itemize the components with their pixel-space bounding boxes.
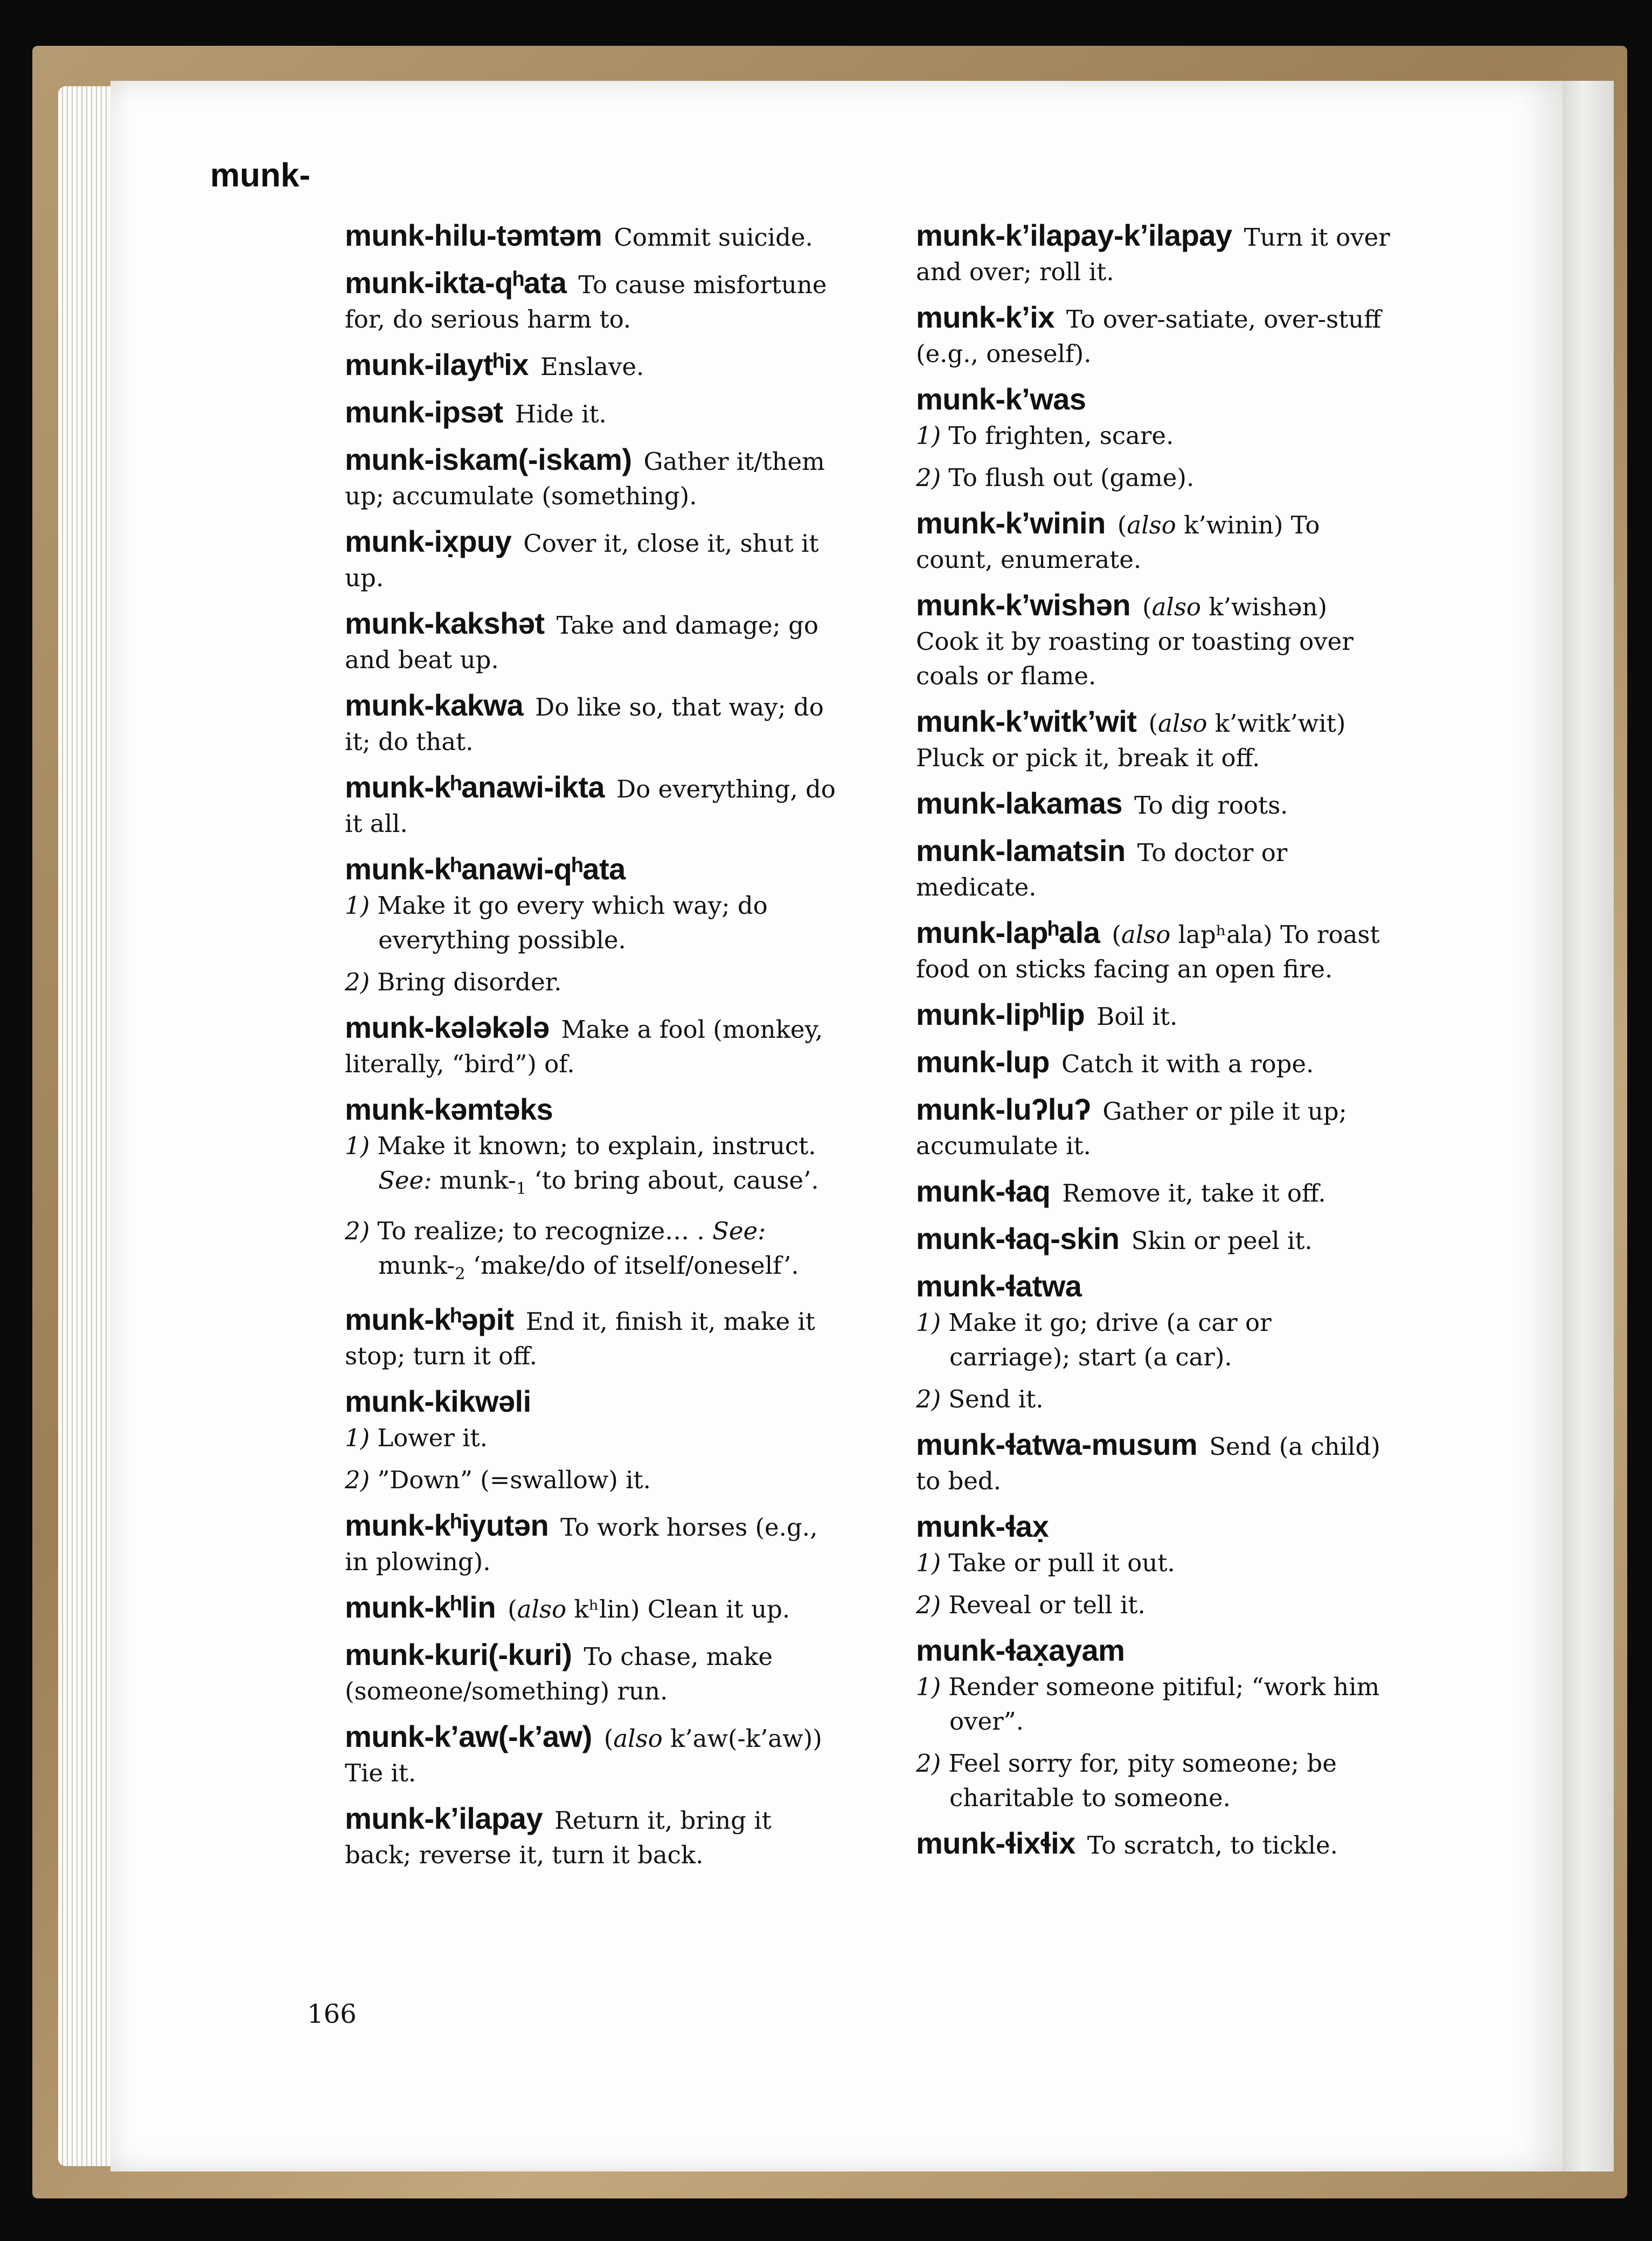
entry-headword: munk-k’aw(-k’aw) xyxy=(345,1719,592,1753)
entry-headword: munk-ilaytʰix xyxy=(345,348,529,381)
entry-line xyxy=(916,1633,1390,1670)
entry-definition: To over-satiate, over-stuff (e.g., oneself). xyxy=(916,305,1382,368)
sense-number: 2) xyxy=(916,1591,941,1619)
also-label: also xyxy=(1121,920,1171,949)
dictionary-entry xyxy=(345,606,841,677)
entry-definition: Gather or pile it up; accumulate it. xyxy=(916,1097,1347,1160)
dictionary-entry xyxy=(345,1638,841,1709)
entry-line xyxy=(345,1508,841,1579)
sense-text: Feel sorry for, pity someone; be charitable to someone. xyxy=(948,1749,1337,1812)
dictionary-entry xyxy=(916,1222,1390,1258)
dictionary-entry xyxy=(916,1174,1390,1211)
dictionary-entry xyxy=(916,300,1390,371)
also-form: k’wishən) xyxy=(1209,593,1328,621)
dictionary-entry xyxy=(345,1590,841,1627)
see-gloss: ‘to bring about, cause’. xyxy=(534,1166,819,1195)
entry-definition: End it, finish it, make it stop; turn it off. xyxy=(345,1307,815,1370)
entry-line xyxy=(345,688,841,759)
sense-text: To frighten, scare. xyxy=(948,421,1174,450)
entry-definition: Do like so, that way; do it; do that. xyxy=(345,693,824,756)
page-number: 166 xyxy=(307,1999,357,2029)
entry-line: munk-k’winin (also k’winin) To count, enumerate. xyxy=(916,506,1320,574)
dictionary-entry xyxy=(345,266,841,337)
entry-line xyxy=(345,395,841,432)
also-label: also xyxy=(1158,709,1207,738)
dictionary-entry xyxy=(916,382,1390,495)
dictionary-entry xyxy=(916,1045,1390,1081)
entry-definition: To doctor or medicate. xyxy=(916,838,1288,901)
dictionary-entry xyxy=(345,1719,841,1791)
dictionary-entry xyxy=(916,1427,1390,1498)
see-label: See: xyxy=(378,1166,432,1195)
sense-number: 1) xyxy=(916,1308,941,1337)
see-head: munk- xyxy=(439,1166,516,1195)
entry-headword: munk-lup xyxy=(916,1045,1050,1079)
sense-line xyxy=(345,1463,841,1497)
dictionary-entry xyxy=(916,915,1390,987)
dictionary-entry xyxy=(345,395,841,432)
sense-line xyxy=(916,461,1390,495)
entry-headword: munk-hilu-təmtəm xyxy=(345,218,602,252)
sense-number: 1) xyxy=(345,1424,370,1452)
dictionary-entry xyxy=(916,704,1390,775)
entry-definition: Hide it. xyxy=(515,400,607,428)
page-edges xyxy=(58,86,117,2166)
sense-number: 2) xyxy=(916,1749,941,1778)
entry-line xyxy=(916,1427,1390,1498)
entry-line xyxy=(916,997,1390,1034)
entry-line xyxy=(345,524,841,595)
dictionary-entry xyxy=(345,1801,841,1872)
entry-line: munk-k’witk’wit (also k’witk’wit) Pluck or pick it, break it off. xyxy=(916,704,1346,772)
entry-headword: munk-ɬax̣ayam xyxy=(916,1633,1125,1667)
dictionary-entry xyxy=(345,218,841,255)
sense-line xyxy=(345,889,841,958)
sense-text: Lower it. xyxy=(377,1424,488,1452)
entry-definition: Turn it over and over; roll it. xyxy=(916,223,1390,286)
entry-definition: To work horses (e.g., in plowing). xyxy=(345,1513,818,1576)
entry-definition: Send (a child) to bed. xyxy=(916,1432,1380,1495)
entry-definition: Boil it. xyxy=(1096,1002,1178,1031)
entry-line xyxy=(345,606,841,677)
sense-line xyxy=(916,1670,1390,1739)
entry-line xyxy=(345,348,841,384)
entry-line xyxy=(345,1638,841,1709)
entry-headword: munk-kakshət xyxy=(345,606,545,640)
entry-definition: To cause misfortune for, do serious harm to. xyxy=(345,270,827,334)
entry-line xyxy=(345,1801,841,1872)
entry-headword: munk-lipʰlip xyxy=(916,997,1085,1031)
dictionary-entry xyxy=(345,1092,841,1292)
sense-text: Make it go; drive (a car or carriage); start (a car). xyxy=(948,1308,1272,1371)
entry-line xyxy=(916,1045,1390,1081)
running-head: munk- xyxy=(210,157,310,194)
sense-text: Send it. xyxy=(948,1385,1044,1413)
sense-line xyxy=(916,1306,1390,1375)
sense-text: Render someone pitiful; “work him over”. xyxy=(948,1673,1380,1736)
entry-headword: munk-iskam(-iskam) xyxy=(345,442,632,476)
entry-definition: Cook it by roasting or toasting over coals or flame. xyxy=(916,627,1353,690)
dictionary-entry xyxy=(345,524,841,595)
entry-definition: To count, enumerate. xyxy=(916,511,1320,574)
also-form: kʰlin) xyxy=(574,1595,640,1623)
entry-headword: munk-lakamas xyxy=(916,786,1123,820)
entry-definition: Clean it up. xyxy=(647,1595,790,1623)
entry-line: munk-lapʰala (also lapʰala) To roast food on sticks facing an open fire. xyxy=(916,915,1380,983)
entry-headword: munk-kʰiyutən xyxy=(345,1508,549,1542)
dictionary-entry xyxy=(345,852,841,1000)
entry-headword: munk-k’wishən xyxy=(916,588,1131,622)
also-label: also xyxy=(517,1595,567,1623)
entry-line xyxy=(916,834,1390,905)
entry-headword: munk-k’was xyxy=(916,382,1086,416)
entry-line xyxy=(916,218,1390,289)
dictionary-entry xyxy=(916,786,1390,823)
entry-definition: To dig roots. xyxy=(1134,791,1288,820)
sense-text: To flush out (game). xyxy=(948,463,1195,492)
dictionary-entry xyxy=(345,442,841,514)
entry-definition: Skin or peel it. xyxy=(1131,1226,1313,1255)
entry-definition: Do everything, do it all. xyxy=(345,775,836,838)
entry-definition: Return it, bring it back; reverse it, turn it back. xyxy=(345,1806,772,1869)
entry-line xyxy=(345,1302,841,1373)
dictionary-entry xyxy=(345,770,841,841)
entry-definition: Pluck or pick it, break it off. xyxy=(916,744,1260,772)
entry-line xyxy=(916,1092,1390,1163)
entry-headword: munk-lamatsin xyxy=(916,834,1126,868)
entry-line xyxy=(345,1010,841,1081)
see-gloss: ‘make/do of itself/oneself’. xyxy=(473,1251,799,1280)
sense-line xyxy=(916,1546,1390,1580)
also-form: k’witk’wit) xyxy=(1214,709,1346,738)
entry-headword: munk-kʰanawi-ikta xyxy=(345,770,605,804)
entry-line: munk-k’aw(-k’aw) (also k’aw(-k’aw)) Tie it. xyxy=(345,1719,822,1787)
entry-line xyxy=(916,1509,1390,1546)
entry-headword: munk-k’witk’wit xyxy=(916,704,1137,738)
dictionary-entry xyxy=(916,1092,1390,1163)
sense-number: 2) xyxy=(345,1217,370,1245)
dictionary-entry xyxy=(345,1010,841,1081)
entry-line: munk-k’wishən (also k’wishən) Cook it by roasting or toasting over coals or flame. xyxy=(916,588,1353,690)
sense-line xyxy=(916,1382,1390,1417)
dictionary-entry xyxy=(345,348,841,384)
sense-number: 2) xyxy=(916,463,941,492)
sense-text: Make it known; to explain, instruct. xyxy=(377,1132,816,1160)
sense-text: Make it go every which way; do everything possible. xyxy=(377,891,768,954)
also-form: k’aw(-k’aw)) xyxy=(670,1724,822,1753)
also-form: k’winin) xyxy=(1184,511,1283,539)
entry-headword: munk-k’ilapay xyxy=(345,1801,543,1835)
entry-headword: munk-kəmtəks xyxy=(345,1092,553,1126)
dictionary-entry xyxy=(345,688,841,759)
dictionary-entry xyxy=(916,834,1390,905)
sense-number: 1) xyxy=(916,1549,941,1577)
entry-definition: Enslave. xyxy=(540,352,644,381)
sense-number: 2) xyxy=(345,968,370,996)
entry-headword: munk-k’ilapay-k’ilapay xyxy=(916,218,1232,252)
dictionary-entry xyxy=(345,1302,841,1373)
dictionary-entry xyxy=(916,506,1390,577)
entry-line xyxy=(345,1384,841,1421)
sense-line xyxy=(345,1421,841,1455)
entry-definition: Remove it, take it off. xyxy=(1062,1179,1326,1208)
dictionary-entry xyxy=(345,1508,841,1579)
entry-headword: munk-ɬixɬix xyxy=(916,1826,1075,1860)
see-subscript: 2 xyxy=(455,1265,466,1283)
entry-headword: munk-ɬax̣ xyxy=(916,1509,1049,1543)
entry-headword: munk-ɬaq xyxy=(916,1174,1051,1208)
entry-line xyxy=(345,852,841,889)
left-column xyxy=(345,218,841,1883)
sense-text: Reveal or tell it. xyxy=(948,1591,1146,1619)
entry-headword: munk-ɬatwa-musum xyxy=(916,1427,1198,1461)
entry-headword: munk-luʔluʔ xyxy=(916,1092,1091,1126)
entry-headword: munk-kikwəli xyxy=(345,1384,531,1418)
entry-line xyxy=(345,1092,841,1129)
sense-number: 1) xyxy=(916,421,941,450)
entry-headword: munk-ikta-qʰata xyxy=(345,266,567,300)
entry-definition: Commit suicide. xyxy=(614,223,813,252)
entry-line xyxy=(345,218,841,255)
entry-headword: munk-k’winin xyxy=(916,506,1106,540)
entry-headword: munk-ɬatwa xyxy=(916,1269,1082,1303)
sense-number: 1) xyxy=(345,1132,370,1160)
sense-number: 1) xyxy=(345,891,370,920)
also-label: also xyxy=(613,1724,663,1753)
sense-line xyxy=(916,419,1390,453)
dictionary-entry xyxy=(916,1269,1390,1417)
also-form: lapʰala) xyxy=(1178,920,1273,949)
entry-line xyxy=(916,1174,1390,1211)
entry-definition: Make a fool (monkey, literally, “bird”) of. xyxy=(345,1015,823,1078)
entry-line: munk-kʰlin (also kʰlin) Clean it up. xyxy=(345,1590,790,1624)
sense-line xyxy=(345,1129,841,1206)
dictionary-entry xyxy=(916,218,1390,289)
also-label: also xyxy=(1151,593,1201,621)
entry-headword: munk-ɬaq-skin xyxy=(916,1222,1120,1255)
sense-text: To realize; to recognize… . xyxy=(377,1217,705,1245)
right-column xyxy=(916,218,1390,1874)
entry-line xyxy=(916,300,1390,371)
entry-definition: Tie it. xyxy=(345,1759,417,1787)
dictionary-entry xyxy=(345,1384,841,1497)
entry-definition: Catch it with a rope. xyxy=(1061,1050,1314,1078)
sense-text: ”Down” (=swallow) it. xyxy=(377,1466,651,1494)
entry-headword: munk-kakwa xyxy=(345,688,524,722)
sense-number: 1) xyxy=(916,1673,941,1701)
entry-headword: munk-ipsət xyxy=(345,395,503,429)
entry-line xyxy=(345,442,841,514)
also-label: also xyxy=(1127,511,1176,539)
sense-text: Take or pull it out. xyxy=(948,1549,1175,1577)
dictionary-entry xyxy=(916,1633,1390,1815)
entry-line xyxy=(916,1269,1390,1306)
entry-line xyxy=(345,770,841,841)
dictionary-entry xyxy=(916,1826,1390,1863)
entry-headword: munk-kʰlin xyxy=(345,1590,496,1624)
sense-line xyxy=(916,1588,1390,1622)
dictionary-entry xyxy=(916,1509,1390,1622)
entry-headword: munk-ix̣puy xyxy=(345,524,512,558)
dictionary-entry xyxy=(916,588,1390,693)
entry-definition: Gather it/them up; accumulate (something). xyxy=(345,447,825,510)
sense-line xyxy=(916,1746,1390,1815)
entry-headword: munk-lapʰala xyxy=(916,915,1100,949)
entry-headword: munk-kələkələ xyxy=(345,1010,550,1044)
dictionary-entry xyxy=(916,997,1390,1034)
sense-text: Bring disorder. xyxy=(377,968,562,996)
sense-number: 2) xyxy=(345,1466,370,1494)
see-label: See: xyxy=(712,1217,766,1245)
entry-line xyxy=(916,1222,1390,1258)
entry-line xyxy=(916,786,1390,823)
entry-definition: To chase, make (someone/something) run. xyxy=(345,1642,773,1705)
entry-headword: munk-kuri(-kuri) xyxy=(345,1638,572,1671)
entry-line xyxy=(916,382,1390,419)
sense-line xyxy=(345,1214,841,1292)
entry-headword: munk-kʰəpit xyxy=(345,1302,514,1336)
sense-number: 2) xyxy=(916,1385,941,1413)
entry-headword: munk-k’ix xyxy=(916,300,1054,334)
sense-line xyxy=(345,965,841,1000)
entry-line xyxy=(916,1826,1390,1863)
entry-definition: To scratch, to tickle. xyxy=(1087,1831,1338,1860)
facing-page-edge xyxy=(1563,81,1614,2171)
see-head: munk- xyxy=(378,1251,455,1280)
entry-line xyxy=(345,266,841,337)
entry-definition: Take and damage; go and beat up. xyxy=(345,611,818,674)
see-subscript: 1 xyxy=(516,1180,526,1198)
entry-headword: munk-kʰanawi-qʰata xyxy=(345,852,626,886)
entry-definition: To roast food on sticks facing an open fire. xyxy=(916,920,1380,983)
entry-definition: Cover it, close it, shut it up. xyxy=(345,529,819,592)
